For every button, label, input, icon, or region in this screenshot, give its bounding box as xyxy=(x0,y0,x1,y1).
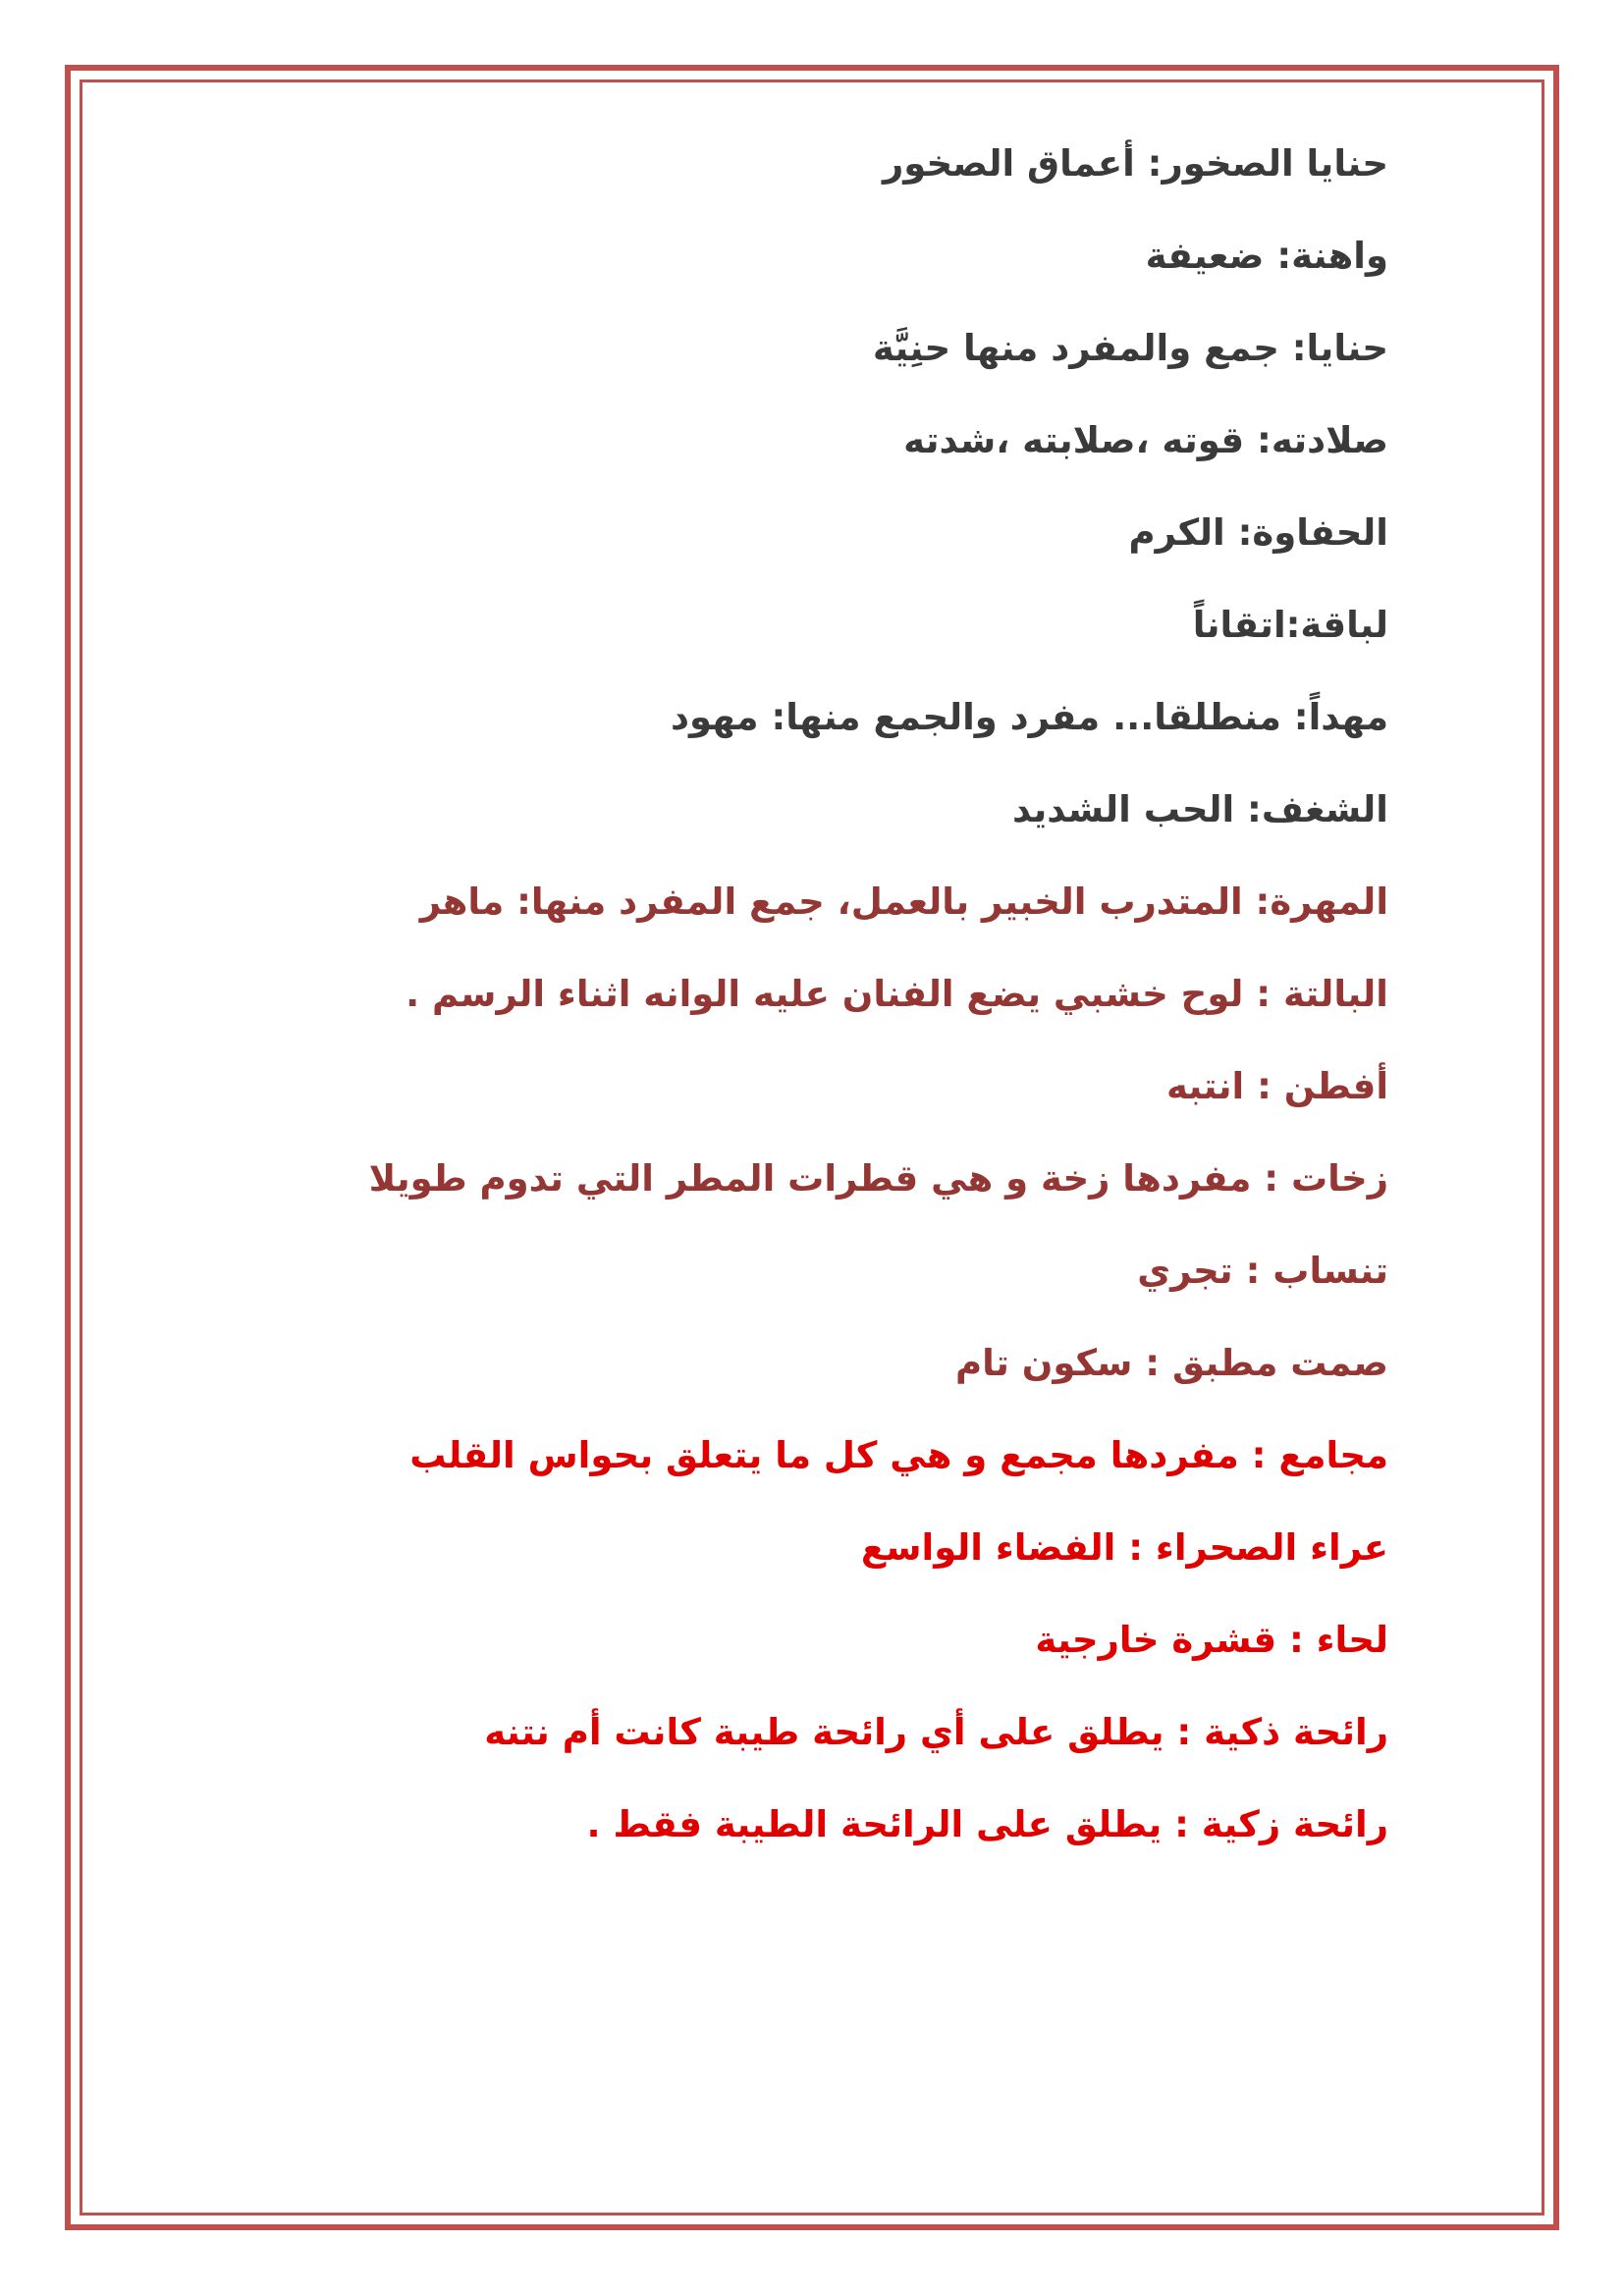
vocab-line: لحاء : قشرة خارجية xyxy=(1035,1619,1388,1661)
vocab-line: مهداً: منطلقا... مفرد والجمع منها: مهود xyxy=(671,696,1388,738)
vocab-line: المهرة: المتدرب الخبير بالعمل، جمع المفرد منها: ماهر xyxy=(419,881,1388,923)
vocab-line: لباقة:اتقاناً xyxy=(1192,604,1388,646)
vocab-line: عراء الصحراء : الفضاء الواسع xyxy=(860,1526,1388,1569)
vocab-line: البالتة : لوح خشبي يضع الفنان عليه الوانه اثناء الرسم . xyxy=(406,973,1388,1015)
vocab-line: حنايا الصخور: أعماق الصخور xyxy=(882,142,1388,185)
vocab-line: الحفاوة: الكرم xyxy=(1128,511,1388,554)
vocab-line: أفطن : انتبه xyxy=(1165,1065,1388,1107)
vocab-line: واهنة: ضعيفة xyxy=(1145,235,1388,277)
vocab-line: الشغف: الحب الشديد xyxy=(1011,788,1388,830)
vocab-line: زخات : مفردها زخة و هي قطرات المطر التي تدوم طويلا xyxy=(368,1157,1388,1200)
vocabulary-list xyxy=(308,130,1388,1883)
vocab-line: صمت مطبق : سكون تام xyxy=(954,1342,1388,1384)
vocab-line: رائحة ذكية : يطلق على أي رائحة طيبة كانت أم نتنه xyxy=(484,1711,1388,1753)
vocab-line: رائحة زكية : يطلق على الرائحة الطيبة فقط . xyxy=(586,1803,1388,1845)
vocab-line: مجامع : مفردها مجمع و هي كل ما يتعلق بحواس القلب xyxy=(409,1434,1388,1476)
vocab-line: صلادته: قوته ،صلابته ،شدته xyxy=(903,419,1388,461)
vocab-line: حنايا: جمع والمفرد منها حنِيَّة xyxy=(872,327,1388,369)
vocab-line: تنساب : تجري xyxy=(1137,1250,1388,1292)
